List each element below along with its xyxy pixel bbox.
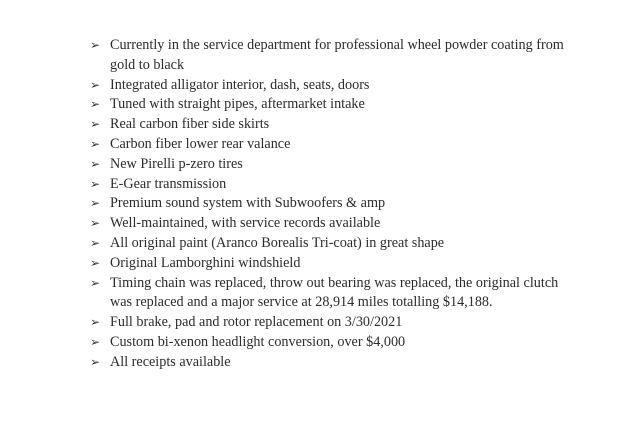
list-item-text: Real carbon fiber side skirts — [110, 116, 270, 133]
list-item-text: Original Lamborghini windshield — [110, 254, 301, 271]
list-item — [90, 115, 580, 135]
list-item — [90, 274, 580, 314]
list-item-text: Timing chain was replaced, throw out bearing was replaced, the original clutch was replaced and a major service at 28,914 miles totalling $14,188. — [110, 274, 559, 311]
list-item-text: All original paint (Aranco Borealis Tri-coat) in great shape — [110, 234, 445, 251]
arrowhead-bullet-icon: ➢ — [90, 117, 101, 132]
arrowhead-bullet-icon: ➢ — [90, 216, 101, 231]
list-item — [90, 36, 580, 76]
arrowhead-bullet-icon: ➢ — [90, 38, 101, 52]
list-item — [90, 135, 580, 155]
arrowhead-bullet-icon: ➢ — [90, 315, 101, 330]
list-item-text: Tuned with straight pipes, aftermarket intake — [110, 96, 365, 113]
arrowhead-bullet-icon: ➢ — [90, 176, 101, 191]
list-item — [90, 214, 580, 234]
list-item-text: Custom bi-xenon headlight conversion, over $4,000 — [110, 333, 406, 350]
arrowhead-bullet-icon: ➢ — [90, 354, 101, 369]
list-item-text: Currently in the service department for professional wheel powder coating from gold to black — [110, 37, 564, 73]
list-item — [90, 333, 580, 353]
list-item — [90, 76, 580, 96]
arrowhead-bullet-icon: ➢ — [90, 196, 101, 211]
arrowhead-bullet-icon: ➢ — [90, 156, 101, 171]
list-item — [90, 313, 580, 333]
list-item — [90, 175, 580, 195]
list-item-text: New Pirelli p-zero tires — [110, 155, 243, 172]
list-item-text: Integrated alligator interior, dash, seats, doors — [110, 76, 370, 93]
arrowhead-bullet-icon: ➢ — [90, 136, 101, 151]
list-item-text: E-Gear transmission — [110, 175, 227, 192]
list-item — [90, 194, 580, 214]
list-item — [90, 95, 580, 115]
list-item-text: Premium sound system with Subwoofers & amp — [110, 195, 386, 212]
list-item — [90, 254, 580, 274]
arrowhead-bullet-icon: ➢ — [90, 255, 101, 270]
list-item-text: Well-maintained, with service records available — [110, 215, 381, 232]
arrowhead-bullet-icon: ➢ — [90, 275, 101, 290]
list-item — [90, 155, 580, 175]
arrowhead-bullet-icon: ➢ — [90, 77, 101, 92]
arrowhead-bullet-icon: ➢ — [90, 97, 101, 112]
list-item-text: Full brake, pad and rotor replacement on 3/30/2021 — [110, 314, 403, 331]
list-item-text: Carbon fiber lower rear valance — [110, 135, 291, 152]
list-item-text: All receipts available — [110, 353, 231, 370]
feature-list — [90, 36, 580, 373]
list-item — [90, 353, 580, 373]
arrowhead-bullet-icon: ➢ — [90, 235, 101, 250]
list-item — [90, 234, 580, 254]
arrowhead-bullet-icon: ➢ — [90, 334, 101, 349]
